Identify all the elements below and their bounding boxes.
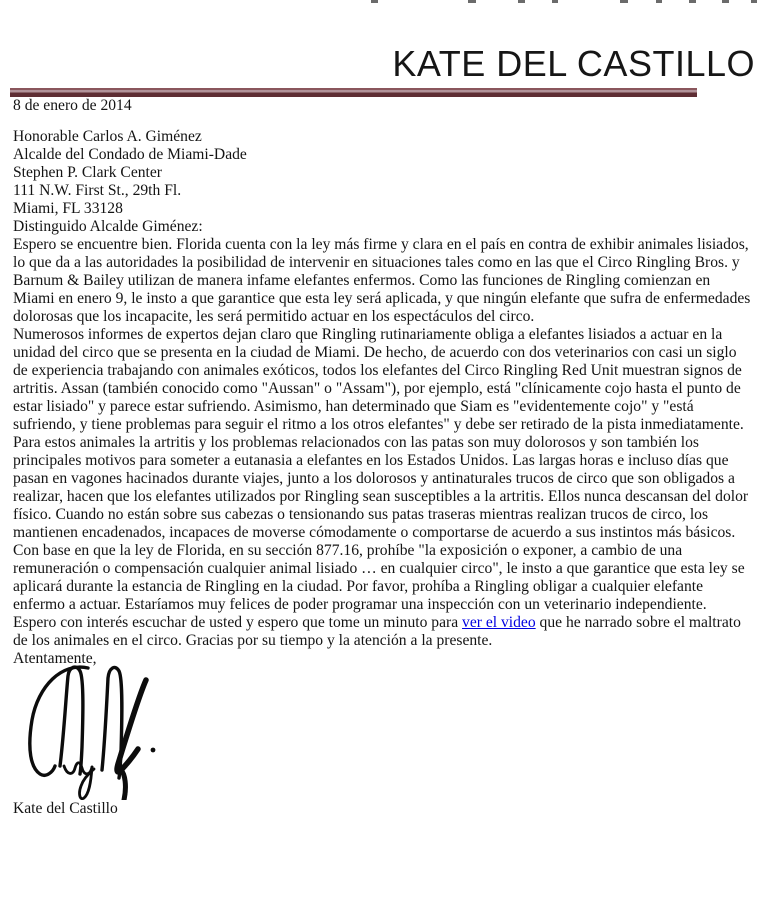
salutation: Distinguido Alcalde Giménez: [13,218,203,235]
recipient-city: Miami, FL 33128 [13,200,123,217]
paragraph-1: Espero se encuentre bien. Florida cuenta con la ley más firme y clara en el país en contra de exhibir animales lisiados, lo que da a las autoridades la posibilidad de intervenir en situaciones tales como en las que el Circo Ringling Bros. y Barnum & Bailey utilizan de manera infame elefantes enfermos. Como las funciones de Ringling comienzan en Miami en enero 9, le insto a que garantice que esta ley será aplicada, y que ningún elefante que sufra de enfermedades dolorosas que los incapacite, les será permitido actuar en los espectáculos del circo. [13,236,751,325]
recipient-street: 111 N.W. First St., 29th Fl. [13,182,182,199]
letter-body [0,97,765,818]
scan-mark [689,0,696,3]
video-link[interactable]: ver el video [462,614,536,631]
scan-mark [751,0,757,3]
closing-text-before-link: Espero con interés escuchar de usted y espero que tome un minuto para [13,614,463,631]
scan-artifacts [0,0,765,6]
paragraph-4: Con base en que la ley de Florida, en su sección 877.16, prohíbe "la exposición o exponer, a cambio de una remuneración o compensación cualquier animal lisiado … en cualquier circo", le insto a que garantice que esta ley se aplicará durante la estancia de Ringling en la ciudad. Por favor, prohíba a Ringling obligar a cualquier elefante enfermo a actuar. Estaríamos muy felices de poder programar una inspección con un veterinario independiente. [13,542,745,613]
valediction: Atentamente, [13,650,97,667]
paragraph-5 [13,614,754,650]
recipient-address [13,128,754,218]
recipient-name: Honorable Carlos A. Giménez [13,128,202,145]
signature [22,662,754,800]
signature-image [22,662,172,800]
scan-mark [552,0,558,3]
letterhead-rule [10,88,697,97]
paragraph-3: Para estos animales la artritis y los problemas relacionados con las patas son muy dolorosos y son también los principales motivos para someter a eutanasia a elefantes en los Estados Unidos. Las largas horas e incluso días que pasan en vagones hacinados durante viajes, junto a los dolorosos y antinaturales trucos de circo que son obligados a realizar, hacen que los elefantes utilizados por Ringling sean susceptibles a la artritis. Ellos nunca descansan del dolor físico. Cuando no están sobre sus cabezas o tensionando sus patas traseras mientras realizan trucos de circo, los mantienen encadenados, incapaces de moverse cómodamente o comportarse de acuerdo a sus instintos más básicos. [13,434,749,541]
recipient-title: Alcalde del Condado de Miami-Dade [13,146,247,163]
scan-mark [620,0,628,3]
scan-mark [656,0,662,3]
paragraph-2: Numerosos informes de expertos dejan claro que Ringling rutinariamente obliga a elefantes lisiados a actuar en la unidad del circo que se presenta en la ciudad de Miami. De hecho, de acuerdo con dos veterinarios con casi un siglo de experiencia trabajando con animales exóticos, todos los elefantes del Circo Ringling Red Unit muestran signos de artritis. Assan (también conocido como "Aussan" o "Assam"), por ejemplo, está "clínicamente cojo hasta el punto de estar lisiado" y parece estar sufriendo. Asimismo, han determinado que Siam es "evidentemente cojo" y "está sufriendo, y tiene problemas para seguir el ritmo a los otros elefantes" y debe ser retirado de la pista inmediatamente. [13,326,744,433]
letterhead [0,0,765,97]
scan-mark [722,0,729,3]
scan-mark [468,0,476,3]
letterhead-name: KATE DEL CASTILLO [392,43,755,84]
letter-date: 8 de enero de 2014 [13,97,132,114]
scan-mark [518,0,525,3]
closing-text-after-link: que he narrado sobre el maltrato de los animales en el circo. Gracias por su tiempo y la atención a la presente. [13,614,741,649]
scan-mark [371,0,378,3]
recipient-building: Stephen P. Clark Center [13,164,162,181]
signer-name: Kate del Castillo [13,800,118,817]
